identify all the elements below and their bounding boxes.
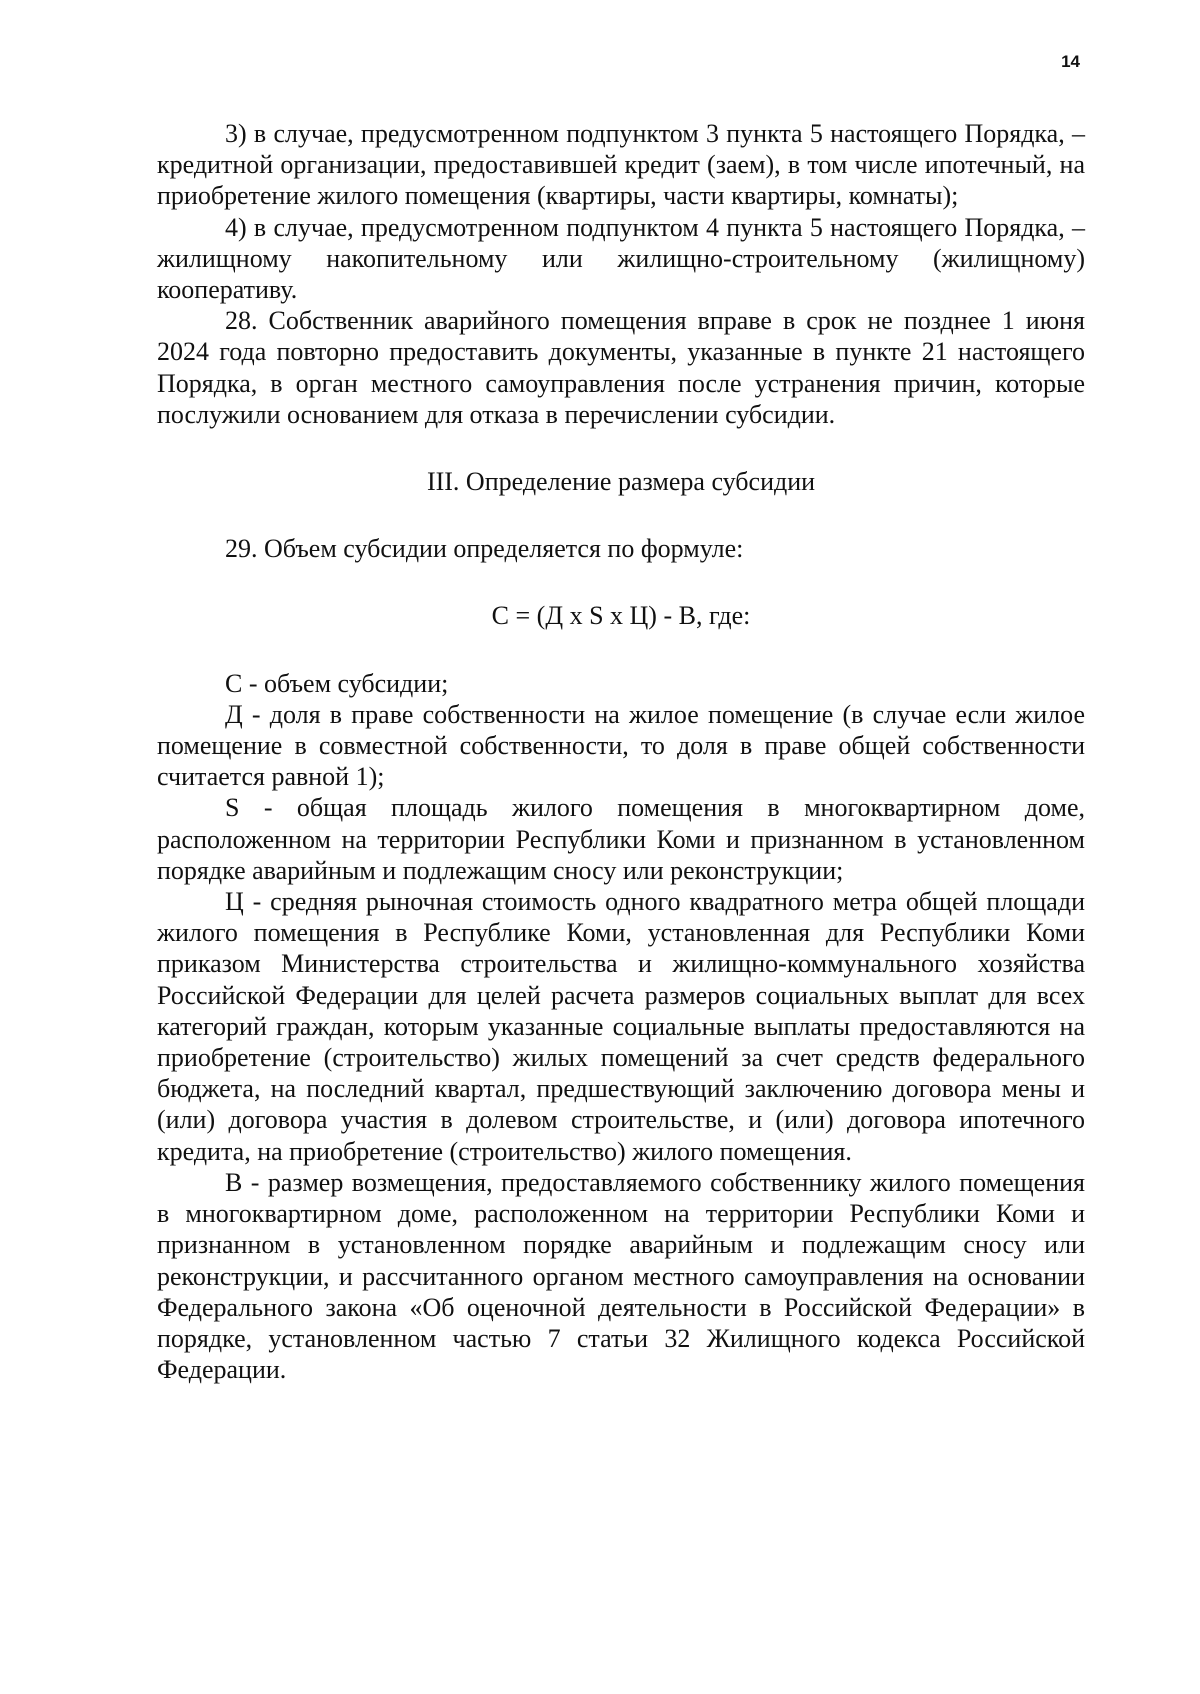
definition-s: S - общая площадь жилого помещения в многоквартирном доме, расположенном на территории Республики Коми и признанном в установленном порядке аварийным и подлежащим сносу или реконструкции;: [157, 793, 1085, 885]
paragraph-29: 29. Объем субсидии определяется по формуле:: [225, 534, 744, 564]
section-heading: III. Определение размера субсидии: [426, 467, 816, 497]
paragraph-28: 28. Собственник аварийного помещения вправе в срок не позднее 1 июня 2024 года повторно предоставить документы, указанные в пункте 21 настоящего Порядка, в орган местного самоуправления после устранения причин, которые послужили основанием для отказа в перечислении субсидии.: [157, 306, 1085, 429]
subsidy-formula: С = (Д x S x Ц) - В, где:: [491, 601, 751, 631]
definition-c: С - объем субсидии;: [225, 668, 449, 698]
definition-v: В - размер возмещения, предоставляемого собственнику жилого помещения в многоквартирном доме, расположенном на территории Республики Коми и признанном в установленном порядке аварийным и подлежащим сносу или реконструкции, и рассчитанного органом местного самоуправления на основании Федерального закона «Об оценочной деятельности в Российской Федерации» в порядке, установленном частью 7 статьи 32 Жилищного кодекса Российской Федерации.: [157, 1167, 1085, 1385]
definition-d: Д - доля в праве собственности на жилое помещение (в случае если жилое помещение в совместной собственности, то доля в праве общей собственности считается равной 1);: [157, 699, 1085, 792]
paragraph-subitem-4: 4) в случае, предусмотренном подпунктом 4 пункта 5 настоящего Порядка, – жилищному накопительному или жилищно-строительному (жилищному) кооперативу.: [157, 212, 1085, 305]
page-number: 14: [1061, 52, 1080, 71]
paragraph-subitem-3: 3) в случае, предусмотренном подпунктом 3 пункта 5 настоящего Порядка, – кредитной организации, предоставившей кредит (заем), в том числе ипотечный, на приобретение жилого помещения (квартиры, части квартиры, комнаты);: [157, 119, 1085, 211]
definition-ts: Ц - средняя рыночная стоимость одного квадратного метра общей площади жилого помещения в Республике Коми, установленная для Республики Коми приказом Министерства строительства и жилищно-коммунального хозяйства Российской Федерации для целей расчета размеров социальных выплат для всех категорий граждан, которым указанные социальные выплаты предоставляются на приобретение (строительство) жилых помещений за счет средств федерального бюджета, на последний квартал, предшествующий заключению договора мены и (или) договора участия в долевом строительстве, и (или) договора ипотечного кредита, на приобретение (строительство) жилого помещения.: [157, 887, 1085, 1166]
document-body: [157, 118, 1085, 1385]
